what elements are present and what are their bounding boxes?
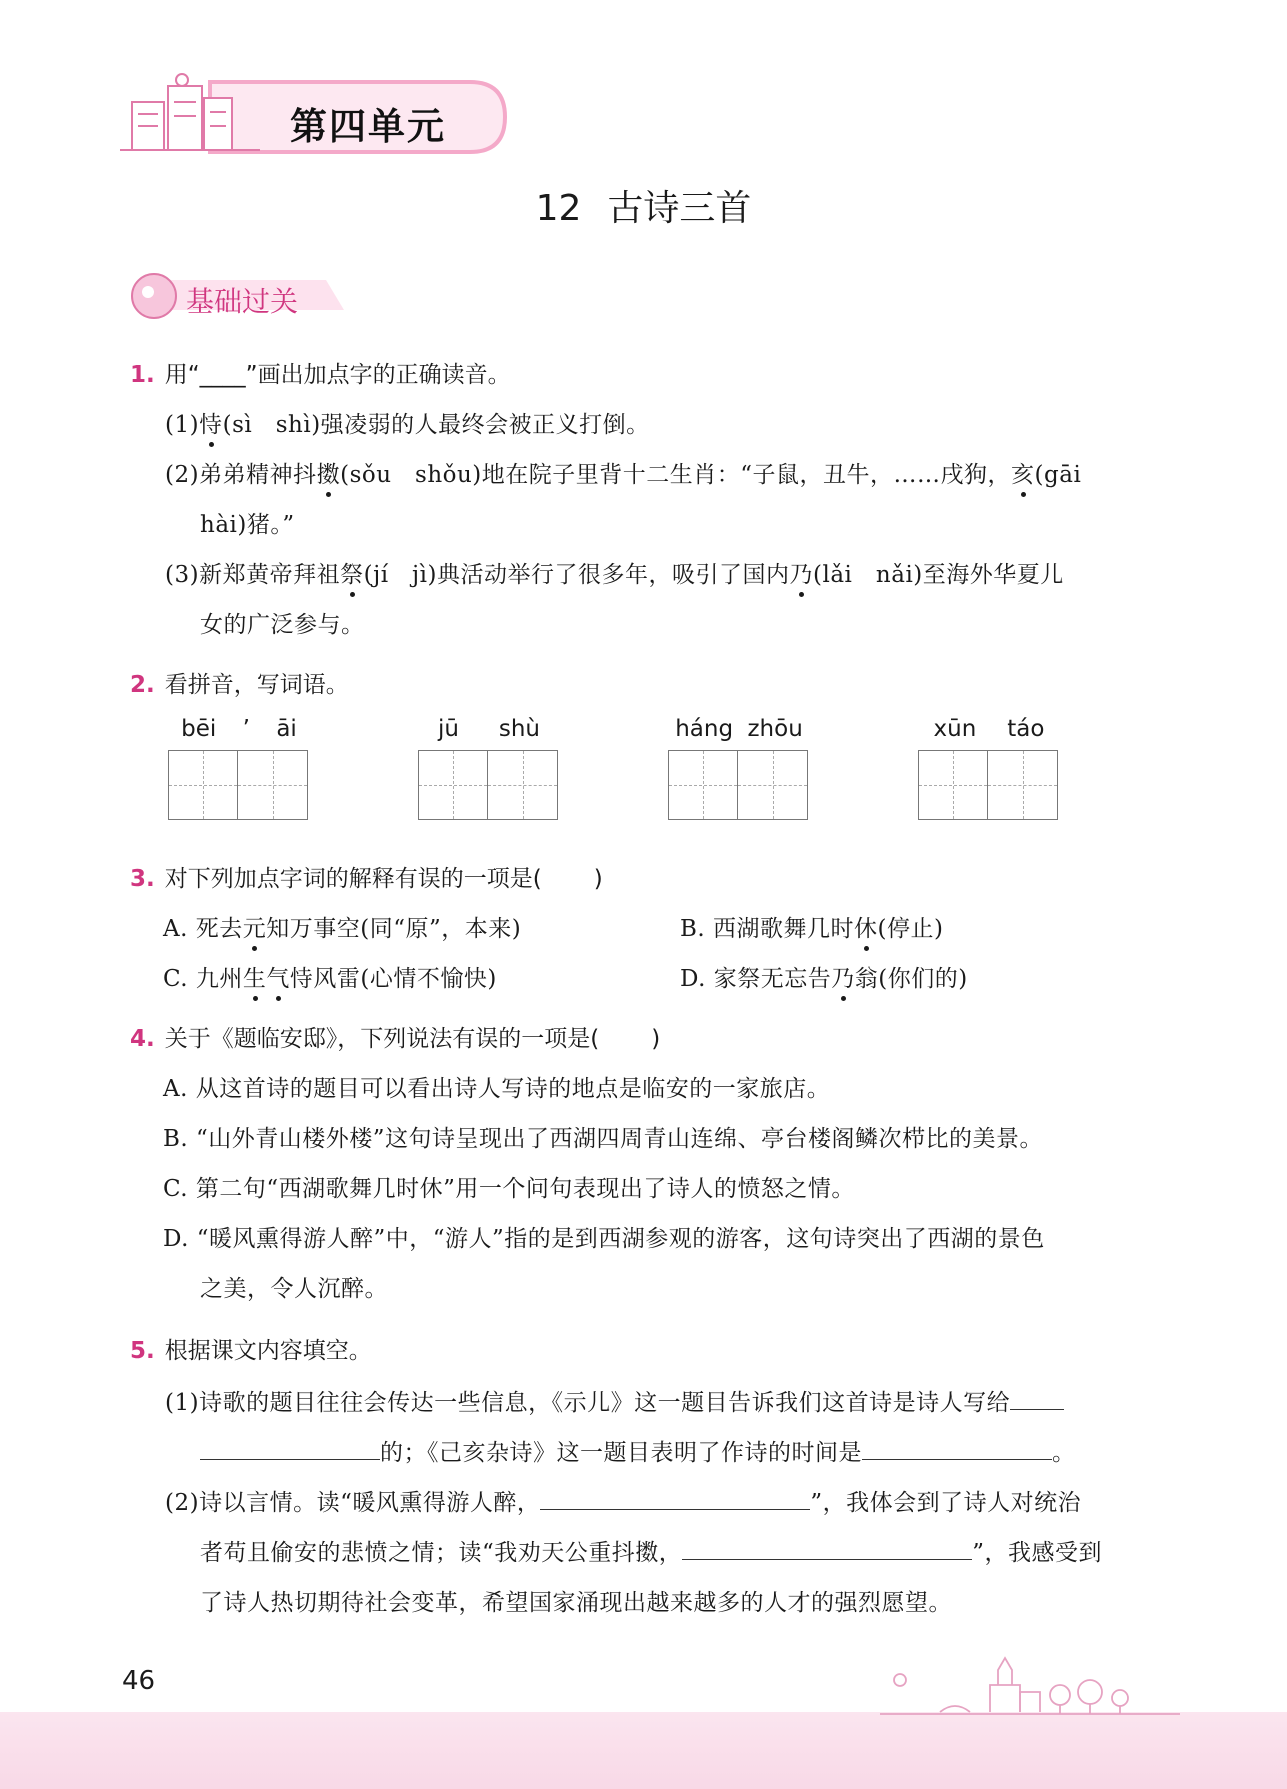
q4-number: 4. [130, 1026, 155, 1052]
q1-title [130, 356, 511, 389]
q4-title: 4. 关于《题临安邸》，下列说法有误的一项是( ) [130, 1026, 661, 1052]
lesson-title [0, 180, 1287, 231]
fill-blank[interactable] [540, 1487, 810, 1510]
q3-option-b: B. 西湖歌舞几时休(停止) [680, 916, 944, 942]
q3-title: 3. 对下列加点字词的解释有误的一项是( ) [130, 866, 603, 892]
unit-title: 第四单元 [290, 105, 446, 148]
q4-option-b: B. “山外青山楼外楼”这句诗呈现出了西湖四周青山连绵、亭台楼阁鳞次栉比的美景。 [163, 1126, 1044, 1152]
q3-option-a: A. 死去元知万事空(同“原”，本来) [163, 916, 522, 942]
writing-grid[interactable] [418, 750, 560, 820]
q2-title [130, 666, 349, 699]
q5-item-2-cont: 者苟且偷安的悲愤之情；读“我劝天公重抖擞， ”，我感受到 [200, 1534, 1102, 1567]
q1-item-3: (3)新郑黄帝拜祖祭(jí jì)典活动举行了很多年，吸引了国内乃(lǎi nǎi)至海外华夏儿 [165, 562, 1064, 588]
word-3: háng zhōu [668, 716, 810, 820]
fill-blank[interactable] [1010, 1387, 1064, 1410]
q1-item-1: (1)恃(sì shì)强凌弱的人最终会被正义打倒。 [165, 412, 650, 438]
q1-item-2-cont: hài)猪。” [200, 512, 295, 538]
footer-band [0, 1712, 1287, 1789]
q5-title [130, 1332, 372, 1365]
fill-blank[interactable] [200, 1437, 380, 1460]
page-number: 46 [122, 1666, 156, 1696]
writing-grid[interactable] [668, 750, 810, 820]
section-title: 基础过关 [186, 285, 299, 318]
q3-option-c: C. 九州生气恃风雷(心情不愉快) [163, 966, 497, 992]
word-4: xūn táo [918, 716, 1060, 820]
castle-trees-decoration [880, 1650, 1180, 1720]
dotted-char: 擞 [316, 462, 341, 488]
q4-option-d: D. “暖风熏得游人醉”中，“游人”指的是到西湖参观的游客，这句诗突出了西湖的景色 [163, 1226, 1045, 1252]
lesson-number: 12 [535, 188, 582, 229]
q3-option-d: D. 家祭无忘告乃翁(你们的) [680, 966, 968, 992]
dotted-char: 祭 [340, 562, 364, 588]
q5-item-2: (2)诗以言情。读“暖风熏得游人醉， ”，我体会到了诗人对统治 [165, 1484, 1081, 1517]
q1-item-3-cont: 女的广泛参与。 [200, 612, 365, 638]
q5-text: 根据课文内容填空。 [164, 1338, 372, 1364]
q5-item-1-cont: 的；《己亥杂诗》这一题目表明了作诗的时间是 。 [200, 1434, 1076, 1467]
q5-item-1: (1)诗歌的题目往往会传达一些信息，《示儿》这一题目告诉我们这首诗是诗人写给 [165, 1384, 1064, 1417]
q4-option-c: C. 第二句“西湖歌舞几时休”用一个问句表现出了诗人的愤怒之情。 [163, 1176, 855, 1202]
q5-number: 5. [130, 1338, 155, 1364]
q3-text: 对下列加点字词的解释有误的一项是( [164, 866, 542, 892]
q4-option-a: A. 从这首诗的题目可以看出诗人写诗的地点是临安的一家旅店。 [163, 1076, 831, 1102]
q5-item-2-end: 了诗人热切期待社会变革，希望国家涌现出越来越多的人才的强烈愿望。 [200, 1590, 952, 1616]
q4-option-d-cont: 之美，令人沉醉。 [200, 1276, 388, 1302]
writing-grid[interactable] [918, 750, 1060, 820]
dotted-char: 乃 [789, 562, 814, 588]
fill-blank[interactable] [862, 1437, 1052, 1460]
dotted-char: 亥 [1011, 462, 1035, 488]
dotted-char: 恃 [199, 412, 223, 438]
q4-text: 关于《题临安邸》，下列说法有误的一项是( [164, 1026, 600, 1052]
q3-number: 3. [130, 866, 155, 892]
word-1: bēi ’ āi [168, 716, 310, 820]
writing-grid[interactable] [168, 750, 310, 820]
q2-text: 看拼音，写词语。 [164, 672, 349, 698]
word-2: jū shù [418, 716, 560, 820]
lesson-name: 古诗三首 [607, 188, 752, 229]
q1-text: 用“____”画出加点字的正确读音。 [164, 362, 511, 388]
q2-number: 2. [130, 672, 155, 698]
fill-blank[interactable] [682, 1537, 972, 1560]
q1-number: 1. [130, 362, 155, 388]
q1-item-2: (2)弟弟精神抖擞(sǒu shǒu)地在院子里背十二生肖：“子鼠，丑牛，……戌狗，亥(gāi [165, 462, 1082, 488]
